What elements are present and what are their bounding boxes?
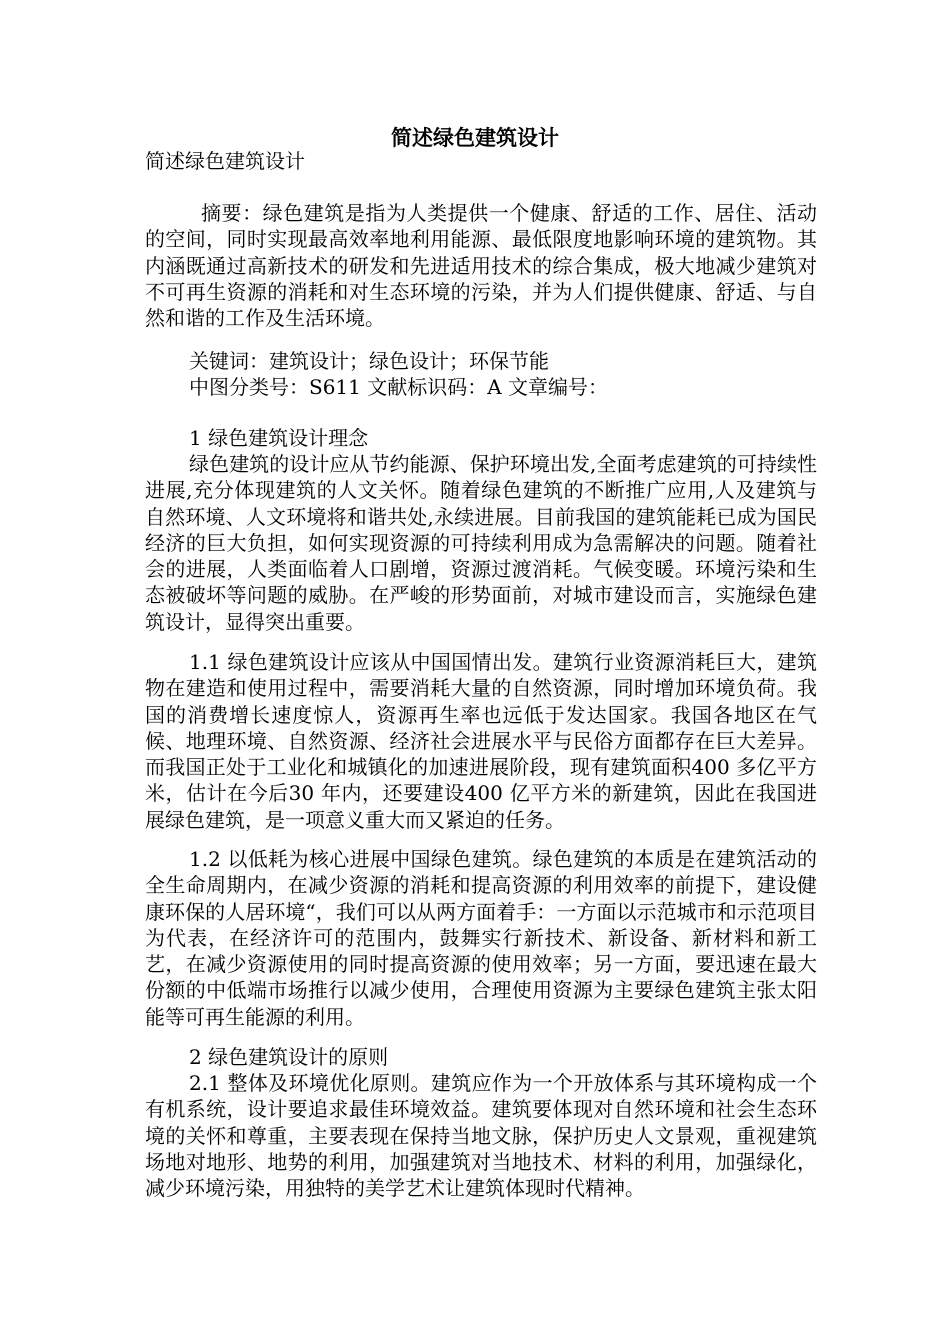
section-2-heading — [145, 1044, 817, 1070]
keywords-line — [145, 348, 817, 401]
document-title: 简述绿色建筑设计 — [391, 125, 559, 150]
section-1-2-paragraph: 1.2 以低耗为核心进展中国绿色建筑。绿色建筑的本质是在建筑活动的全生命周期内，在减少资源的消耗和提高资源的利用效率的前提下，建设健康环保的人居环境“，我们可以从两方面着手：一方面以示范城市和示范项目为代表，在经济许可的范围内，鼓舞实行新技术、新设备、新材料和新工艺，在减少资源使用的同时提高资源的使用效率；另一方面，要迅速在最大份额的中低端市场推行以减少使用，合理使用资源为主要绿色建筑主张太阳能等可再生能源的利用。 — [145, 847, 817, 1029]
section-2-heading-text: 2 绿色建筑设计的原则 — [189, 1045, 389, 1069]
section-1-heading-text: 1 绿色建筑设计理念 — [189, 426, 369, 450]
document-subtitle: 简述绿色建筑设计 — [145, 149, 305, 173]
keywords-text: 关键词：建筑设计；绿色设计；环保节能 — [189, 349, 549, 373]
section-1-heading — [145, 425, 817, 451]
section-1-1-paragraph: 1.1 绿色建筑设计应该从中国国情出发。建筑行业资源消耗巨大，建筑物在建造和使用过程中，需要消耗大量的自然资源，同时增加环境负荷。我国的消费增长速度惊人，资源再生率也远低于发达国家。我国各地区在气候、地理环境、自然资源、经济社会进展水平与民俗方面都存在巨大差异。而我国正处于工业化和城镇化的加速进展阶段，现有建筑面积400 多亿平方米，估计在今后30 年内，还要建设400 亿平方米的新建筑，因此在我国进展绿色建筑，是一项意义重大而又紧迫的任务。 — [145, 650, 817, 832]
classification-text: 中图分类号：S611 文献标识码：A 文章编号： — [189, 375, 609, 400]
abstract-paragraph: 摘要：绿色建筑是指为人类提供一个健康、舒适的工作、居住、活动的空间，同时实现最高效率地利用能源、最低限度地影响环境的建筑物。其内涵既通过高新技术的研发和先进适用技术的综合集成，极大地减少建筑对不可再生资源的消耗和对生态环境的污染，并为人们提供健康、舒适、与自然和谐的工作及生活环境。 — [145, 201, 817, 331]
section-2-1-paragraph: 2.1 整体及环境优化原则。建筑应作为一个开放体系与其环境构成一个有机系统，设计要追求最佳环境效益。建筑要体现对自然环境和社会生态环境的关怀和尊重，主要表现在保持当地文脉，保护历史人文景观，重视建筑场地对地形、地势的利用，加强建筑对当地技术、材料的利用，加强绿化，减少环境污染，用独特的美学艺术让建筑体现时代精神。 — [145, 1071, 817, 1201]
section-1-paragraph: 绿色建筑的设计应从节约能源、保护环境出发,全面考虑建筑的可持续性进展,充分体现建筑的人文关怀。随着绿色建筑的不断推广应用,人及建筑与自然环境、人文环境将和谐共处,永续进展。目前我国的建筑能耗已成为国民经济的巨大负担，如何实现资源的可持续利用成为急需解决的问题。随着社会的进展，人类面临着人口剧增，资源过渡消耗。气候变暖。环境污染和生态被破坏等问题的威胁。在严峻的形势面前，对城市建设而言，实施绿色建筑设计，显得突出重要。 — [145, 452, 817, 634]
